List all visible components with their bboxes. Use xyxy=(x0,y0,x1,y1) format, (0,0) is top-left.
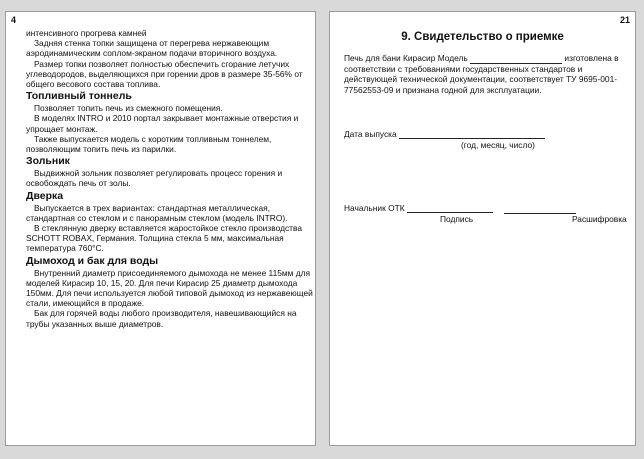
otk-row xyxy=(344,203,493,213)
otk-signature-line xyxy=(407,204,493,213)
date-hint: (год, месяц, число) xyxy=(461,140,535,150)
heading-ashpan: Зольник xyxy=(26,155,70,168)
issue-date-row xyxy=(344,129,545,139)
ashpan-paragraph-1: Выдвижной зольник позволяет регулировать процесс горения и освобождать печь от золы. xyxy=(26,168,283,189)
issue-date-field-line xyxy=(399,130,545,139)
heading-fuel-tunnel: Топливный тоннель xyxy=(26,90,132,103)
otk-label: Начальник ОТК xyxy=(344,203,405,213)
model-field-line xyxy=(470,55,562,64)
page-number: 21 xyxy=(619,15,630,25)
tunnel-paragraph-2: В моделях INTRO и 2010 портал закрывает монтажные отверстия и упрощает монтаж. xyxy=(26,113,299,134)
door-paragraph-1: Выпускается в трех вариантах: стандартная металлическая, стандартная со стеклом и с панорамным стеклом (модель INTRO). xyxy=(26,202,288,223)
page-number: 4 xyxy=(11,15,17,25)
issue-date-label: Дата выпуска xyxy=(344,129,397,139)
door-paragraph-2: В стеклянную дверку вставляется жаростойкое стекло производства SCHOTT ROBAX, Германия. Толщина стекла 5 мм, максимальная температура 760°С. xyxy=(26,223,303,254)
left-page-content xyxy=(26,28,314,329)
chimney-paragraph-2: Бак для горячей воды любого производителя, навешивающийся на трубы указанных выше диаметров. xyxy=(26,308,297,329)
signature-label: Подпись xyxy=(440,214,474,224)
model-label: Печь для бани Кирасир Модель xyxy=(344,53,468,63)
otk-decoding-line xyxy=(504,205,576,214)
tunnel-paragraph-3: Также выпускается модель с коротким топливным тоннелем, позволяющим топить печь из парилки. xyxy=(26,133,272,155)
acceptance-body: изготовлена в соответствии с требованиями государственных стандартов и действующей технической документации, соответствует ТУ 9695-001-77562553-09 и признана годной для эксплуатации. xyxy=(344,53,619,95)
tunnel-paragraph-1: Позволяет топить печь из смежного помещения. xyxy=(34,103,223,114)
heading-chimney: Дымоход и бак для воды xyxy=(26,254,159,267)
intro-paragraph-1: Задняя стенка топки защищена от перегрева нержавеющим аэродинамическим соплом-экраном подачи вторичного воздуха. xyxy=(26,38,278,59)
section-title: 9. Свидетельство о приемке xyxy=(401,31,564,43)
intro-paragraph-2: Размер топки позволяет полностью обеспечить сгорание летучих углеводородов, выделяющихся при горении дров в размере 35-56% от общего весового состава топлива. xyxy=(26,58,303,90)
decoding-label: Расшифровка xyxy=(572,214,627,224)
heading-door: Дверка xyxy=(26,189,64,202)
right-page xyxy=(329,11,636,446)
acceptance-statement xyxy=(344,53,624,95)
intro-line: интенсивного прогрева камней xyxy=(26,28,147,38)
chimney-paragraph-1: Внутренний диаметр присоединяемого дымохода не менее 115мм для моделей Кирасир 10, 15, 20. Для печи Кирасир 25 диаметр дымохода 150мм. Для печи используется любой типовой дымоход из нержавеющей стали, имеющийся в продаже. xyxy=(26,267,313,309)
left-page xyxy=(5,11,316,446)
